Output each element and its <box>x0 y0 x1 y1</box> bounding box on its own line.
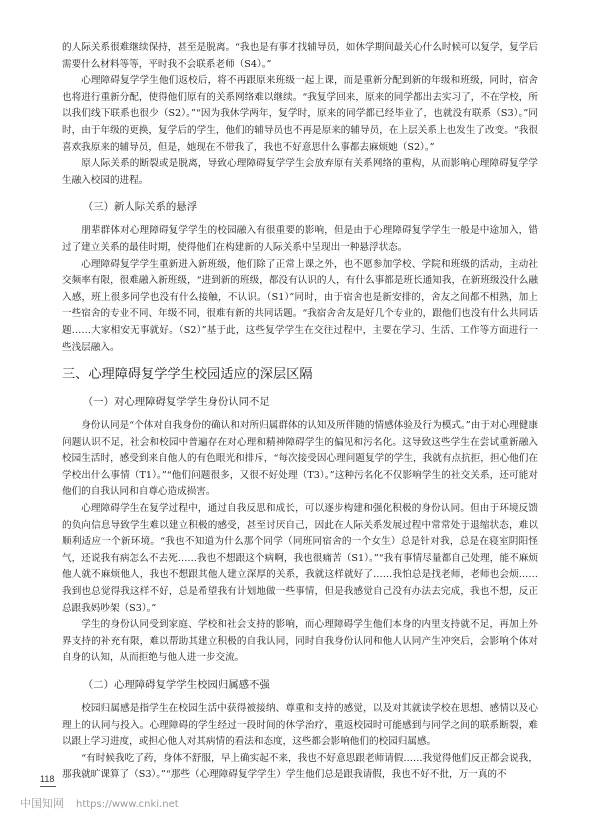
page-number: 118 <box>40 774 55 784</box>
subsection-heading-belonging: （二）心理障碍复学学生校园归属感不强 <box>82 679 270 691</box>
paragraph: 朋辈群体对心理障碍复学学生的校园融入有很重要的影响，但是由于心理障碍复学学生一般是中途加入，错过了建立关系的最佳时期，使得他们在构建新的人际关系中呈现出一种悬浮状态。 <box>62 225 538 253</box>
section-bottom <box>62 701 538 784</box>
paragraph: 原人际关系的断裂或是脱离，导致心理障碍复学学生会放弃原有关系网络的重构，从而影响心理障碍复学学生融入校园的进程。 <box>62 158 538 186</box>
paragraph: 学生的身份认同受到家庭、学校和社会支持的影响，而心理障碍学生他们本身的内里支持就不足，再加上外界支持的补充有限，难以帮助其建立积极的自我认同，同时自我身份认同和他人认同产生冲突后，会影响个体对自身的认知，从而拒绝与他人进一步交流。 <box>62 619 538 664</box>
paragraph: “有时候我吃了药，身体不舒服，早上确实起不来，我也不好意思跟老师请假……我觉得他们反正都会说我，那我就旷课算了（S3）。”“那些（心理障碍复学学生）学生他们总是跟我请假，我也不好不批，万一真的不 <box>62 752 538 781</box>
cnki-watermark <box>20 795 179 811</box>
section-mid <box>62 223 538 356</box>
paragraph: 的人际关系很难继续保持，甚至是脱离。“我也是有事才找辅导员，如休学期间最关心什么时候可以复学，复学后需要什么材料等等，平时我不会联系老师（S4）。” <box>62 42 538 70</box>
footer-rule <box>40 786 56 787</box>
subsection-heading-identity: （一）对心理障碍复学学生身份认同不足 <box>82 396 270 409</box>
paragraph: 心理障碍复学学生重新进入新班级，他们除了正常上课之外，也不愿参加学校、学院和班级的活动，主动社交频率有限，很难融入新班级，“进到新的班级，都没有认识的人，有什么事都是班长通知我，在新班级没什么融入感，班上很多同学也没有什么接触，不认识。（S1）”同时，由于宿舍也是新安排的，舍友之间都不相熟，加上一些宿舍的专业不同、年级不同，很难有新的共同话题。“我宿舍舍友是好几个专业的，跟他们也没有什么共同话题……大家相安无事就好。（S2）”基于此，这些复学学生在交往过程中，主要在学习、生活、工作等方面进行一些浅层融入。 <box>62 258 538 353</box>
paragraph: 心理障碍复学学生他们返校后，将不再跟原来班级一起上课，而是重新分配到新的年级和班级，同时，宿舍也将进行重新分配，使得他们原有的关系网络难以继续。“我复学回来，原来的同学都出去实习了，不在学校，所以我们线下联系也很少（S2）。”“因为我休学两年，复学时，原来的同学都已经毕业了，也就没有联系（S3）。”同时，由于年级的更换，复学后的学生，他们的辅导员也不再是原来的辅导员，在上层关系上也发生了改变。“我很喜欢我原来的辅导员，但是，她现在不带我了，我也不好意思什么事都去麻烦她（S2）。” <box>62 75 538 153</box>
paragraph: 校园归属感是指学生在校园生活中获得被接纳、尊重和支持的感觉，以及对其就读学校在思想、感情以及心理上的认同与投入。心理障碍的学生经过一段时间的休学治疗，重返校园时可能感到与同学之间的联系断裂，难以跟上学习进度，或担心他人对其病情的看法和态度，这些都会影响他们的校园归属感。 <box>62 703 538 748</box>
subsection-heading-new-relations: （三）新人际关系的悬浮 <box>82 201 198 214</box>
watermark-brand: 中国知网 <box>20 797 64 810</box>
section-heading-deep-barriers: 三、心理障碍复学学生校园适应的深层区隔 <box>62 367 313 383</box>
paragraph: 身份认同是“个体对自我身份的确认和对所归属群体的认知及所伴随的情感体验及行为模式。”由于对心理健康问题认识不足，社会和校园中普遍存在对心理和精神障碍学生的偏见和污名化。这导致这些学生在尝试重新融入校园生活时，感受到来自他人的有色眼光和排斥，“每次接受因心理问题复学的学生，我就有点抗拒，担心他们在学校出什么事情（T1）。”“他们问题很多，又很不好处理（T3）。”这种污名化不仅影响学生的社交关系，还可能对他们的自我认同和自尊心造成损害。 <box>62 420 538 498</box>
paragraph: 心理障碍学生在复学过程中，通过自我反思和成长，可以逐步构建和强化积极的身份认同。但由于环境反馈的负向信息导致学生难以建立积极的感受，甚至讨厌自己，因此在人际关系发展过程中常常处于退缩状态，难以顺利适应一个新环境。“我也不知道为什么那个同学（同班同宿舍的一个女生）总是针对我，总是在寝室阴阳怪气，还说我有病怎么不去死……我也不想跟这个病啊，我也很痛苦（S1）。”“我有事情尽量都自己处理，能不麻烦他人就不麻烦他人，我也不想跟其他人建立深厚的关系，我就这样就好了……我怕总是找老师，老师也会烦……我到也总觉得我这样不好，总是希望我有计划地做一些事情，但是我感觉自己没有办法去完成，我也不想，反正总跟我妈吵架（S3）。” <box>62 503 538 614</box>
watermark-url: https://www.cnki.net <box>76 799 179 810</box>
section-top <box>62 40 538 189</box>
page-body <box>62 40 538 784</box>
section-low <box>62 418 538 667</box>
